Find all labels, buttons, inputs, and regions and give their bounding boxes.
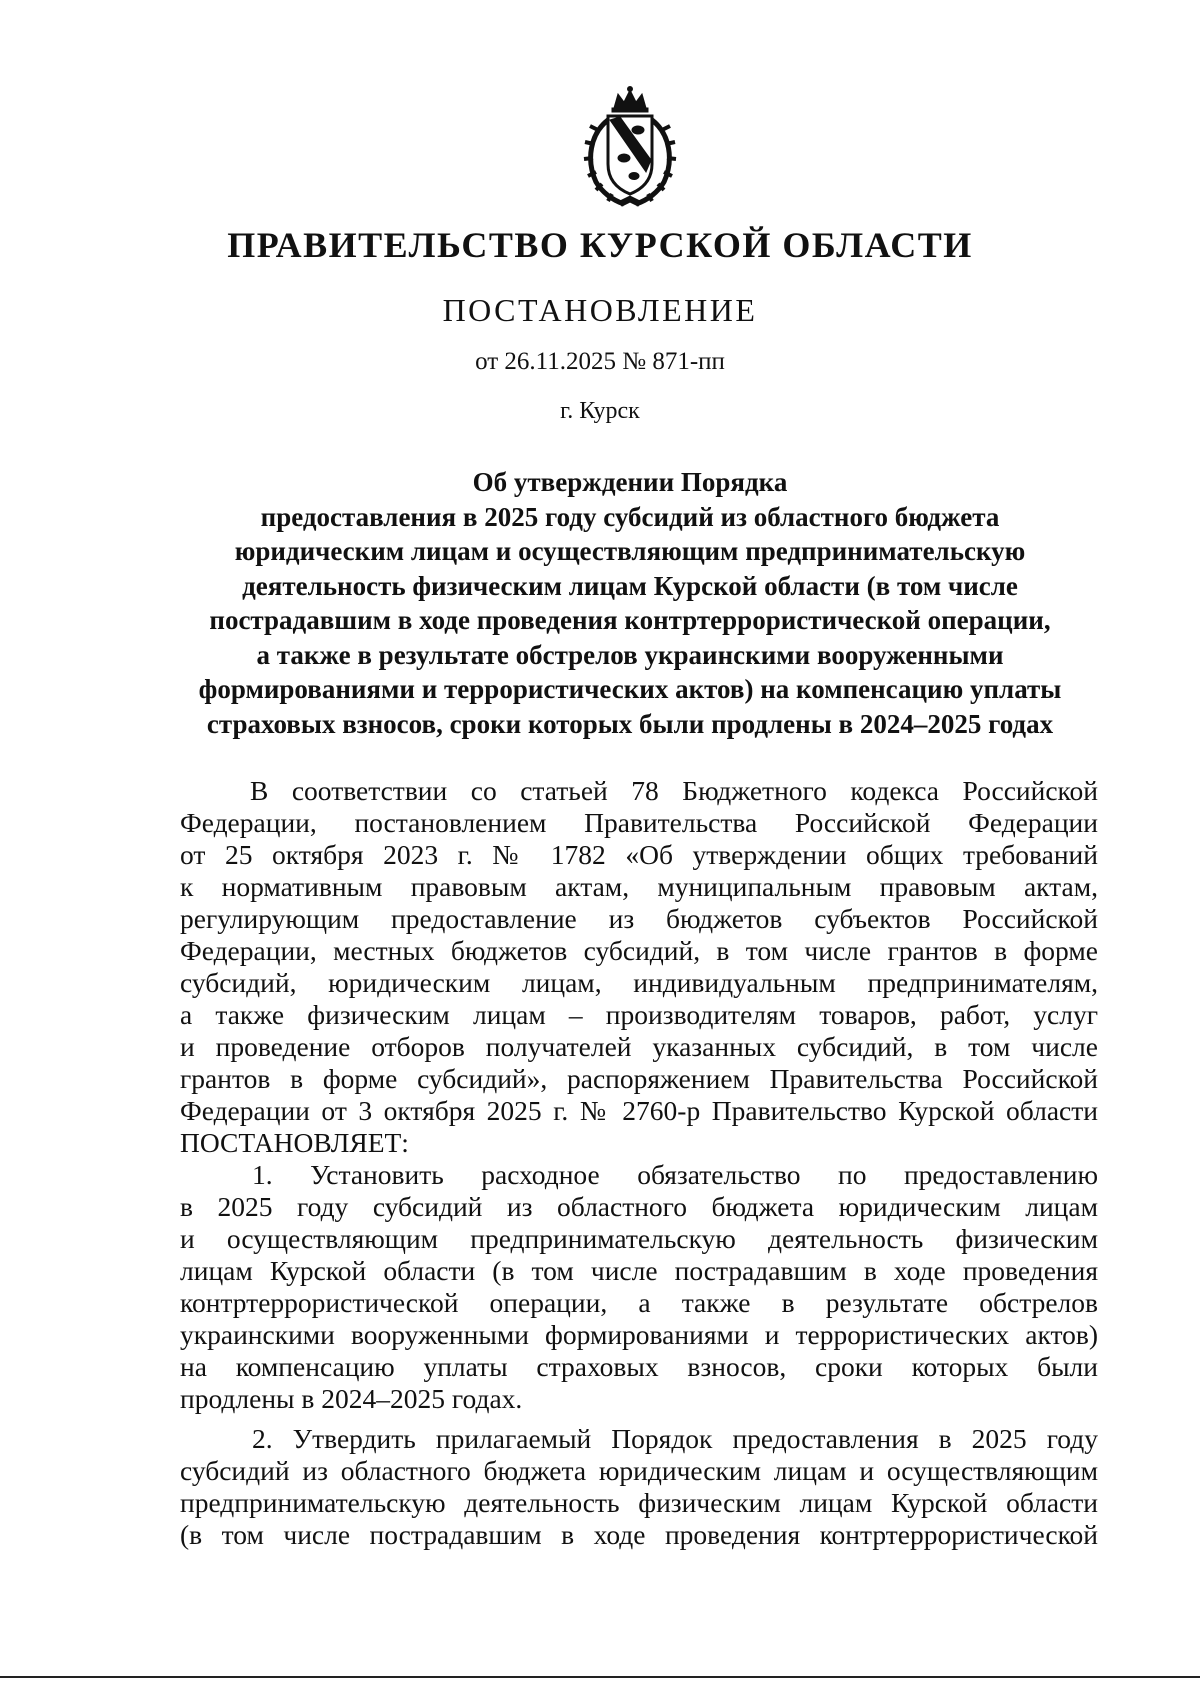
document-date-number: от 26.11.2025 № 871-пп — [475, 348, 725, 375]
scan-edge-line — [0, 1676, 1200, 1678]
kursk-coat-of-arms-icon — [568, 86, 692, 208]
body-line: В соответствии со статьей 78 Бюджетного кодекса Российской — [250, 775, 1098, 806]
body-line: лицам Курской области (в том числе пострадавшим в ходе проведения — [180, 1255, 1098, 1286]
body-line: субсидий, юридическим лицам, индивидуальным предпринимателям, — [180, 967, 1098, 998]
document-title — [170, 465, 1090, 741]
title-line: деятельность физическим лицам Курской области (в том числе — [242, 570, 1018, 601]
body-line: (в том числе пострадавшим в ходе проведения контртеррористической — [180, 1519, 1098, 1550]
body-line: и проведение отборов получателей указанных субсидий, в том числе — [180, 1031, 1098, 1062]
body-line: к нормативным правовым актам, муниципальным правовым актам, — [180, 871, 1098, 902]
title-line: юридическим лицам и осуществляющим предпринимательскую — [234, 536, 1026, 566]
body-line: ПОСТАНОВЛЯЕТ: — [180, 1127, 409, 1158]
item-1-paragraph — [180, 1159, 1098, 1415]
body-line: грантов в форме субсидий», распоряжением Правительства Российской — [180, 1063, 1098, 1094]
paragraph-gap — [180, 1415, 1098, 1423]
body-line: 1. Установить расходное обязательство по предоставлению — [252, 1159, 1098, 1190]
body-line: в 2025 году субсидий из областного бюджета юридическим лицам — [180, 1191, 1098, 1222]
title-line: предоставления в 2025 году субсидий из областного бюджета — [260, 501, 1000, 532]
body-line: и осуществляющим предпринимательскую деятельность физическим — [180, 1223, 1098, 1254]
body-line: 2. Утвердить прилагаемый Порядок предоставления в 2025 году — [252, 1423, 1098, 1454]
body-line: контртеррористической операции, а также в результате обстрелов — [180, 1287, 1098, 1318]
organization-name: ПРАВИТЕЛЬСТВО КУРСКОЙ ОБЛАСТИ — [227, 225, 973, 265]
body-line: украинскими вооруженными формированиями и террористических актов) — [180, 1319, 1098, 1350]
body-line: Федерации, местных бюджетов субсидий, в том числе грантов в форме — [180, 935, 1098, 966]
preamble-paragraph — [180, 775, 1098, 1159]
title-line: пострадавшим в ходе проведения контртеррористической операции, — [209, 605, 1051, 635]
title-line: формированиями и террористических актов) на компенсацию уплаты — [198, 674, 1062, 704]
body-line: Федерации от 3 октября 2025 г. № 2760-р Правительство Курской области — [180, 1095, 1098, 1126]
body-line: продлены в 2024–2025 годах. — [180, 1383, 523, 1414]
document-city: г. Курск — [560, 398, 640, 424]
body-line: на компенсацию уплаты страховых взносов, сроки которых были — [180, 1351, 1098, 1382]
item-2-paragraph — [180, 1423, 1098, 1551]
document-body — [180, 775, 1098, 1551]
body-line: субсидий из областного бюджета юридическим лицам и осуществляющим — [180, 1455, 1098, 1486]
body-line: а также физическим лицам – производителям товаров, работ, услуг — [180, 999, 1098, 1030]
body-line: регулирующим предоставление из бюджетов субъектов Российской — [180, 903, 1098, 934]
title-line: а также в результате обстрелов украинскими вооруженными — [256, 639, 1004, 670]
body-line: Федерации, постановлением Правительства Российской Федерации — [180, 807, 1098, 838]
body-line: предпринимательскую деятельность физическим лицам Курской области — [180, 1487, 1098, 1518]
body-line: от 25 октября 2023 г. № 1782 «Об утверждении общих требований — [180, 839, 1098, 870]
document-type: ПОСТАНОВЛЕНИЕ — [442, 292, 758, 328]
title-line: страховых взносов, сроки которых были продлены в 2024–2025 годах — [206, 708, 1054, 739]
title-line: Об утверждении Порядка — [472, 467, 788, 497]
